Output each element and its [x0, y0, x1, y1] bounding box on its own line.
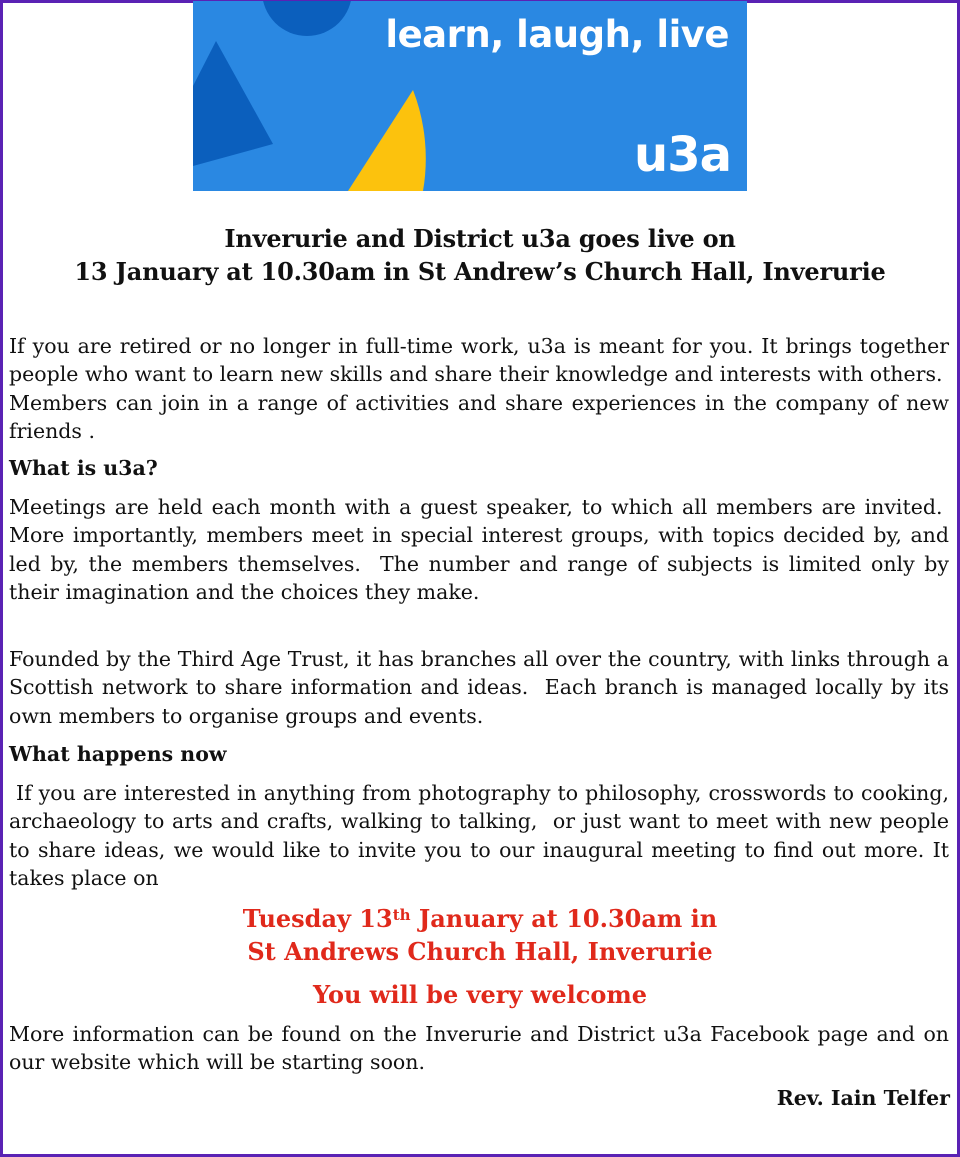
title-line-2: 13 January at 10.30am in St Andrew’s Church Hall, Inverurie: [74, 257, 886, 286]
signature: Rev. Iain Telfer: [776, 1086, 950, 1110]
meetings-paragraph: Meetings are held each month with a guest speaker, to which all members are invited. More importantly, members meet in special interest groups, with topics decided by, and led by, the members themselves. The number and range of subjects is limited only by their imagination and the choices they make.: [9, 495, 949, 605]
founded-section: [9, 645, 949, 730]
banner-tagline: learn, laugh, live: [385, 13, 729, 56]
what-is-u3a-section: [9, 454, 949, 482]
event-date-line: [0, 902, 960, 935]
event-day: Tuesday 13: [242, 904, 393, 933]
invitation-section: [9, 779, 949, 893]
u3a-banner-image: [193, 1, 747, 191]
meetings-section: [9, 493, 949, 607]
page-title: [0, 222, 960, 288]
u3a-logo-text: u3a: [634, 127, 731, 183]
what-happens-now-heading: What happens now: [9, 742, 227, 766]
invitation-paragraph: If you are interested in anything from photography to philosophy, crosswords to cooking, archaeology to arts and crafts, walking to talking, or just want to meet with new people to share ideas, we would like to invite you to our inaugural meeting to find out more. It takes place on: [9, 781, 949, 891]
title-line-1: Inverurie and District u3a goes live on: [224, 224, 736, 253]
founded-paragraph: Founded by the Third Age Trust, it has branches all over the country, with links through a Scottish network to share information and ideas. Each branch is managed locally by its own members to organise groups and events.: [9, 647, 949, 728]
more-info-paragraph: More information can be found on the Inverurie and District u3a Facebook page and on our website which will be starting soon.: [9, 1022, 949, 1075]
intro-section: [9, 332, 949, 446]
event-time: January at 10.30am in: [410, 904, 718, 933]
event-day-ordinal: th: [392, 906, 411, 924]
welcome-message: You will be very welcome: [312, 980, 648, 1009]
more-info-section: [9, 1020, 949, 1077]
intro-paragraph: If you are retired or no longer in full-time work, u3a is meant for you. It brings together people who want to learn new skills and share their knowledge and interests with others. Members can join in a range of activities and share experiences in the company of new friends .: [9, 334, 949, 444]
what-is-u3a-heading: What is u3a?: [9, 456, 158, 480]
event-venue: St Andrews Church Hall, Inverurie: [247, 937, 713, 966]
what-happens-now-section: [9, 740, 949, 768]
